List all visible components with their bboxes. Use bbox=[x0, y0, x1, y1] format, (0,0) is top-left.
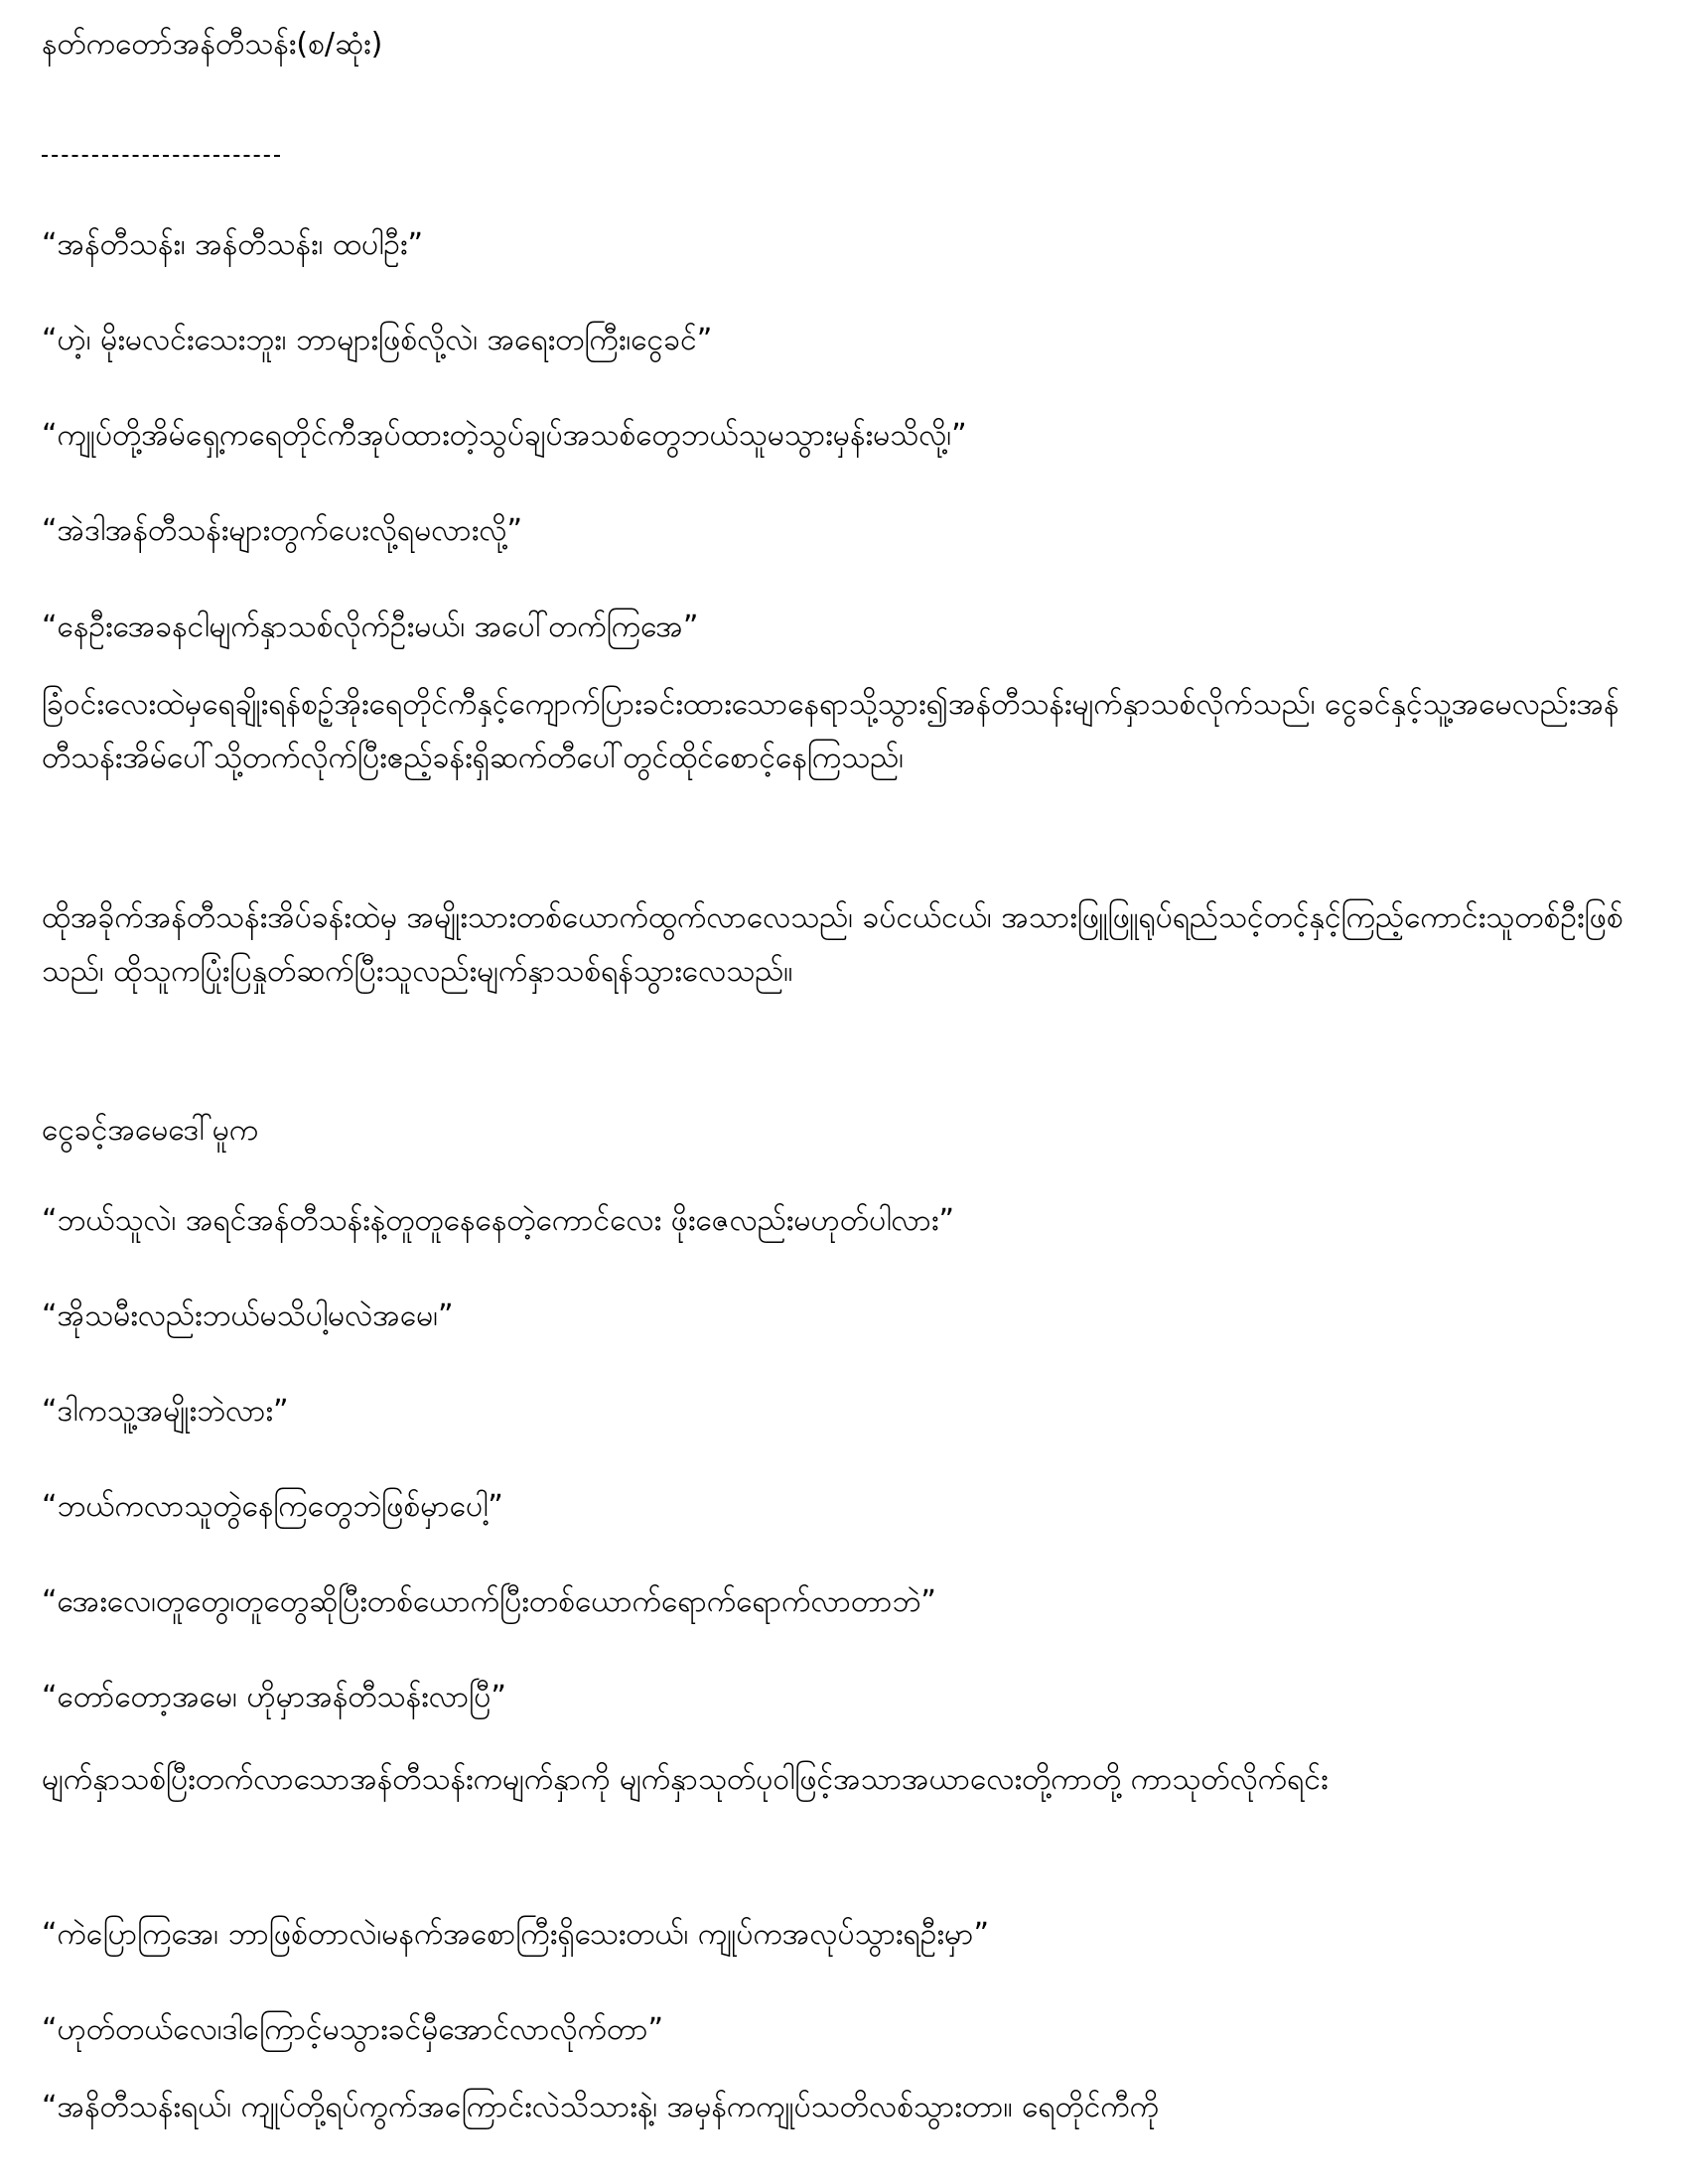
paragraph: “ဟုတ်တယ်လေ၊ဒါကြောင့်မသွားခင်မှီအောင်လာလိုက်တာ” bbox=[42, 2012, 664, 2047]
paragraph: “ကဲပြောကြအေ၊ ဘာဖြစ်တာလဲ၊မနက်အစောကြီးရှိသေးတယ်၊ ကျုပ်ကအလုပ်သွားရဦးမှာ” bbox=[42, 1917, 990, 1952]
paragraph: ထိုအခိုက်အန်တီသန်းအိပ်ခန်းထဲမှ အမျိုးသားတစ်ယောက်ထွက်လာလေသည်၊ ခပ်ငယ်ငယ်၊ အသားဖြူဖြူရုပ်ရည်သင့်တင့်နှင့်ကြည့်ကောင်းသူတစ်ဦးဖြစ်သည်၊ ထိုသူကပြုံးပြနှုတ်ဆက်ပြီးသူလည်းမျက်နှာသစ်ရန်သွားလေသည်။ bbox=[42, 900, 1623, 989]
separator-line bbox=[42, 155, 280, 157]
paragraph: “အန်တီသန်း၊ အန်တီသန်း၊ ထပါဦး” bbox=[42, 227, 424, 262]
document-title: နတ်ကတော်အန်တီသန်း(စ/ဆုံး) bbox=[42, 27, 383, 62]
paragraph: “ဘယ်သူလဲ၊ အရင်အန်တီသန်းနဲ့တူတူနေနေတဲ့ကောင်လေး ဖိုးဇေလည်းမဟုတ်ပါလား” bbox=[42, 1203, 955, 1238]
paragraph: “ဒါကသူ့အမျိုးဘဲလား” bbox=[42, 1394, 289, 1429]
paragraph: “ဘယ်ကလာသူတွဲနေကြတွေဘဲဖြစ်မှာပေါ့” bbox=[42, 1489, 503, 1524]
paragraph: “အနိတီသန်းရယ်၊ ကျုပ်တို့ရပ်ကွက်အကြောင်းလဲသိသားနဲ့၊ အမှန်ကကျုပ်သတိလစ်သွားတာ။ ရေတိုင်ကီကို bbox=[42, 2090, 1160, 2124]
paragraph: “နေဦးအေခနငါမျက်နှာသစ်လိုက်ဦးမယ်၊ အပေါ်တက်ကြအေ” bbox=[42, 610, 699, 644]
paragraph: “ဟဲ့၊ မိုးမလင်းသေးဘူး၊ ဘာများဖြစ်လို့လဲ၊ အရေးတကြီး၊ငွေခင်” bbox=[42, 323, 713, 357]
paragraph: “ကျုပ်တို့အိမ်ရှေ့ကရေတိုင်ကီအုပ်ထားတဲ့သွပ်ချပ်အသစ်တွေဘယ်သူမသွားမှန်းမသိလို့၊” bbox=[42, 418, 967, 453]
paragraph: “တော်တော့အမေ၊ ဟိုမှာအန်တီသန်းလာပြီ” bbox=[42, 1680, 506, 1714]
paragraph: “အိုသမီးလည်းဘယ်မသိပါ့မလဲအမေ၊” bbox=[42, 1298, 454, 1333]
paragraph: ငွေခင့်အမေဒေါ်မူက bbox=[42, 1113, 259, 1148]
paragraph: “အဲဒါအန်တီသန်းများတွက်ပေးလို့ရမလားလို့” bbox=[42, 513, 522, 548]
paragraph: ခြံဝင်းလေးထဲမှရေချိုးရန်စဥ့်အိုးရေတိုင်ကီနှင့်ကျောက်ပြားခင်းထားသောနေရာသို့သွား၍အန်တီသန်းမျက်နှာသစ်လိုက်သည်၊ ငွေခင်နှင့်သူ့အမေလည်းအန်တီသန်းအိမ်ပေါ်သို့တက်လိုက်ပြီးဧည့်ခန်းရှိဆက်တီပေါ်တွင်ထိုင်စောင့်နေကြသည်၊ bbox=[42, 687, 1619, 775]
paragraph: မျက်နှာသစ်ပြီးတက်လာသောအန်တီသန်းကမျက်နှာကို မျက်နှာသုတ်ပုဝါဖြင့်အသာအယာလေးတို့ကာတို့ ကာသုတ်လိုက်ရင်း bbox=[42, 1762, 1329, 1797]
paragraph: “အေးလေ၊တူတွေ၊တူတွေဆိုပြီးတစ်ယောက်ပြီးတစ်ယောက်ရောက်ရောက်လာတာဘဲ” bbox=[42, 1584, 936, 1619]
